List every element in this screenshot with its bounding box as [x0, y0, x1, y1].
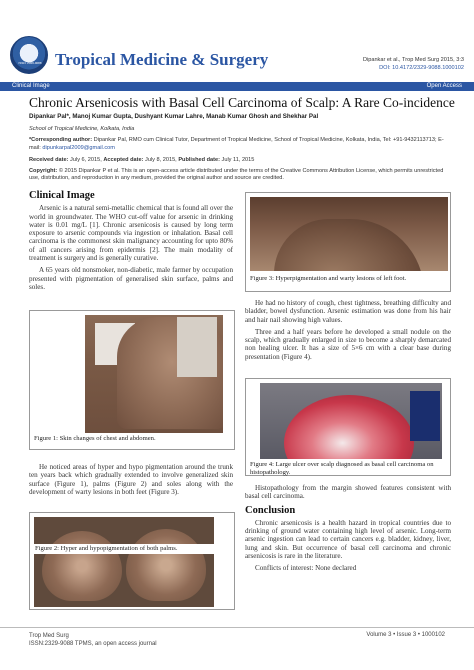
figure-1	[29, 310, 235, 450]
figure-4-caption: Figure 4: Large ulcer over scalp diagnosed as basal cell carcinoma on histopathology.	[250, 461, 434, 476]
footer-journal	[29, 632, 157, 648]
footer-divider	[0, 627, 474, 628]
access-label: Open Access	[426, 83, 462, 89]
journal-logo	[10, 36, 48, 74]
figure-1-caption: Figure 1: Skin changes of chest and abdomen.	[34, 435, 156, 442]
corresponding-label: *Corresponding author:	[29, 137, 93, 143]
conclusion-heading: Conclusion	[245, 504, 296, 516]
figure-2-caption: Figure 2: Hyper and hypopigmentation of both palms.	[33, 544, 233, 554]
figure-2-image	[34, 517, 214, 607]
paragraph: Histopathology from the margin showed features consistent with basal cell carcinoma.	[245, 484, 451, 501]
accepted-date: July 8, 2015,	[145, 157, 177, 163]
paragraph: He noticed areas of hyper and hypo pigmentation around the trunk ten years back which gradually extended to involve generalized skin surface (Figure 1), palms (Figure 2) and soles along with the development of warty lesions in both feet (Figure 3).	[29, 463, 233, 496]
corresponding-author	[29, 137, 451, 152]
article-dates	[29, 157, 254, 163]
section-heading: Clinical Image	[29, 190, 95, 201]
email-link[interactable]: dipunkarpal2009@gmail.com	[42, 144, 115, 151]
conflicts-statement: Conflicts of interest: None declared	[255, 564, 357, 573]
footer-issn: ISSN:2329-9088 TPMS, an open access journal	[29, 641, 157, 647]
right-column	[245, 299, 451, 365]
paragraph: Chronic arsenicosis is a health hazard in tropical countries due to drinking of ground water containing high level of arsenic. Long-term arsenic ingestion can lead to certain cancers e.g. bladder, kidney, liver, lung and skin. But occurrence of basal cell carcinoma and chronic arsenicosis is rare in the literature.	[245, 518, 451, 561]
copyright-notice	[29, 168, 451, 182]
figure-1-image	[85, 315, 223, 433]
paragraph: Arsenic is a natural semi-metallic chemical that is found all over the world in groundwater. The WHO cut-off value for arsenic in drinking water is 0.01 mg/L [1]. Chronic arsenicosis is caused by long term exposure to arsenic compounds via ingestion or inhalation. Basal cell carcinoma is the commonest skin malignancy accounting for upto 80% of all cancers arising from epidermis [2]. The main modality of treatment is surgery and is generally curative.	[29, 204, 233, 263]
received-date: July 6, 2015,	[70, 157, 102, 163]
paragraph: Three and a half years before he developed a small nodule on the scalp, which gradually enlarged in size to become a sharply demarcated non healing ulcer. It has a size of 5×6 cm with a clear base during presentation (Figure 4).	[245, 327, 451, 361]
footer-journal-name: Trop Med Surg	[29, 633, 69, 639]
journal-header	[0, 0, 474, 82]
figure-3	[245, 192, 451, 292]
accepted-label: Accepted date:	[103, 157, 144, 163]
copyright-label: Copyright:	[29, 168, 58, 174]
article-title: Chronic Arsenicosis with Basal Cell Carcinoma of Scalp: A Rare Co-incidence	[29, 95, 455, 110]
left-column-cont	[29, 463, 233, 500]
doi-link[interactable]: DOI: 10.4172/2329-9088.1000102	[379, 65, 464, 71]
footer-volume: Volume 3 • Issue 3 • 1000102	[366, 632, 445, 638]
figure-3-caption: Figure 3: Hyperpigmentation and warty lesions of left foot.	[250, 275, 407, 282]
figure-3-image	[250, 197, 448, 271]
paragraph: A 65 years old nonsmoker, non-diabetic, male farmer by occupation presented with pigmentation of generalised skin surface, palms and soles.	[29, 266, 233, 291]
citation-text: Dipankar et al., Trop Med Surg 2015, 3:3	[362, 57, 464, 63]
citation-block	[363, 56, 464, 72]
received-label: Received date:	[29, 157, 69, 163]
right-column-cont	[245, 484, 451, 577]
section-bar	[0, 82, 474, 91]
corresponding-text: Dipankar Pal, RMO cum Clinical Tutor, Department of Tropical Medicine, School of Tropical Medicine, Kolkata, India, Tel: +91-9432113713; E-mail:	[29, 137, 444, 151]
paragraph: He had no history of cough, chest tightness, breathing difficulty and bladder, bowel dysfunction. Arsenic estimation was done from his hair and hair nail showing high values.	[245, 299, 451, 324]
author-list: Dipankar Pal*, Manoj Kumar Gupta, Dushyant Kumar Lahre, Manab Kumar Ghosh and Shekhar Pal	[29, 113, 319, 120]
left-column	[29, 192, 233, 295]
published-label: Published date:	[178, 157, 220, 163]
logo-issn: ISSN: 2329-9088	[18, 61, 42, 65]
figure-2	[29, 512, 235, 610]
figure-4	[245, 378, 451, 476]
copyright-text: © 2015 Dipankar P et al. This is an open-access article distributed under the terms of the Creative Commons Attribution License, which permits unrestricted use, distribution, and reproduction in any medium, provided the original author and source are credited.	[29, 168, 444, 182]
published-date: July 11, 2015	[221, 157, 255, 163]
figure-4-image	[260, 383, 442, 459]
affiliation: School of Tropical Medicine, Kolkata, India	[29, 126, 135, 132]
section-label: Clinical Image	[12, 83, 50, 89]
journal-title: Tropical Medicine & Surgery	[55, 50, 269, 69]
